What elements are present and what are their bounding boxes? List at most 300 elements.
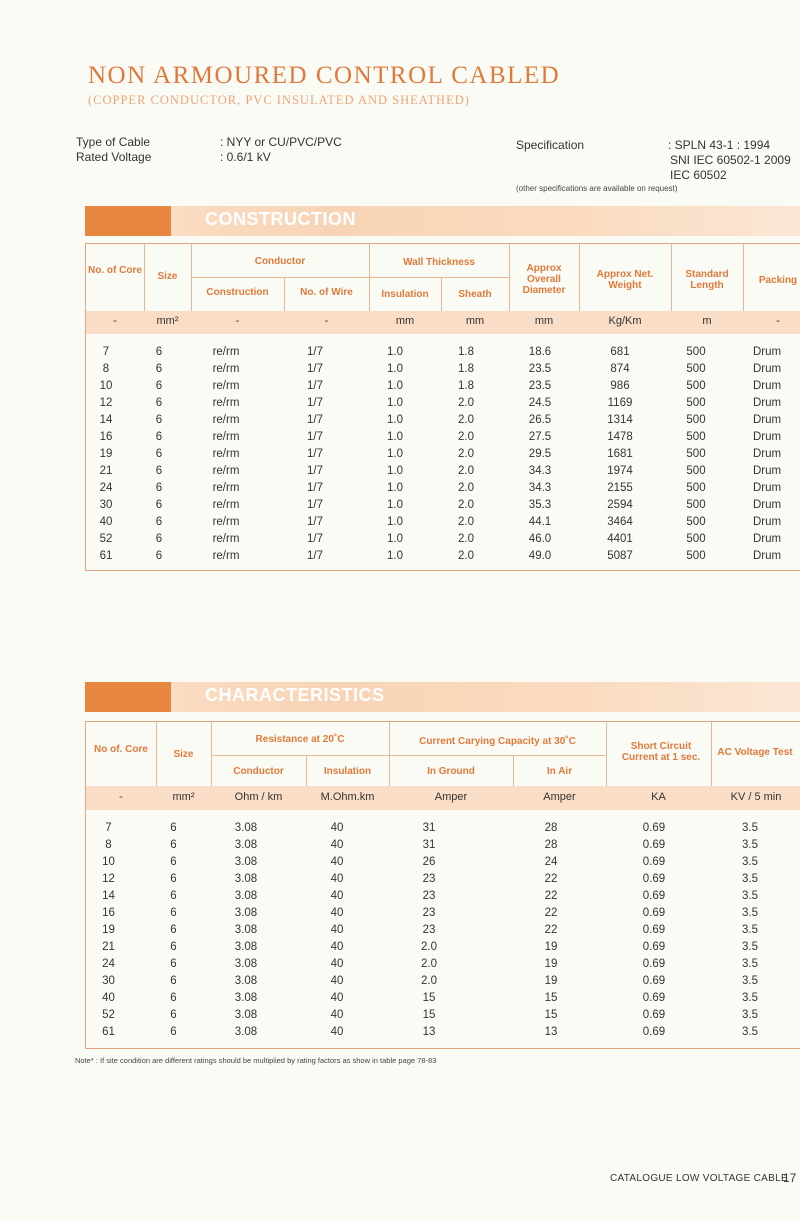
table-cell: 12 xyxy=(99,397,113,409)
table-cell: 3.5 xyxy=(742,856,758,868)
table-cell: 14 xyxy=(102,890,115,902)
table-cell: 0.69 xyxy=(642,822,666,834)
characteristics-units-row xyxy=(86,786,800,810)
table-cell: 0.69 xyxy=(642,907,666,919)
unit-cell: m xyxy=(702,315,712,327)
table-cell: 15 xyxy=(422,1009,436,1021)
table-row xyxy=(86,854,800,871)
table-cell: 52 xyxy=(102,1009,115,1021)
table-cell: 49.0 xyxy=(528,550,552,562)
table-cell: 3.5 xyxy=(742,839,758,851)
table-cell: 6 xyxy=(155,380,163,392)
table-cell: 6 xyxy=(170,992,177,1004)
table-row xyxy=(86,548,800,565)
header-conductor: Conductor xyxy=(254,256,306,267)
table-cell: re/rm xyxy=(212,465,240,477)
table-cell: 1478 xyxy=(607,431,633,443)
table-cell: 500 xyxy=(686,414,706,426)
table-cell: 61 xyxy=(102,1026,115,1038)
table-cell: re/rm xyxy=(212,397,240,409)
table-cell: 23 xyxy=(422,873,436,885)
table-row xyxy=(86,922,800,939)
table-cell: 16 xyxy=(99,431,113,443)
table-cell: re/rm xyxy=(212,380,240,392)
header-insulation: Insulation xyxy=(381,289,429,300)
table-cell: 7 xyxy=(105,822,112,834)
table-cell: 7 xyxy=(102,346,110,358)
table-cell: re/rm xyxy=(212,448,240,460)
rated-voltage-label: Rated Voltage xyxy=(76,150,152,164)
table-cell: 1.0 xyxy=(387,448,403,460)
unit-cell: mm xyxy=(465,315,485,327)
table-cell: 6 xyxy=(170,975,177,987)
table-cell: 3.08 xyxy=(234,907,258,919)
unit-cell: Amper xyxy=(434,791,468,803)
table-cell: 15 xyxy=(422,992,436,1004)
table-cell: Drum xyxy=(752,499,782,511)
table-cell: re/rm xyxy=(212,363,240,375)
table-cell: 0.69 xyxy=(642,941,666,953)
table-cell: 681 xyxy=(610,346,630,358)
table-row xyxy=(86,378,800,395)
table-row xyxy=(86,1007,800,1024)
table-cell: 0.69 xyxy=(642,839,666,851)
table-cell: 40 xyxy=(330,873,344,885)
table-row xyxy=(86,446,800,463)
table-cell: 3.08 xyxy=(234,992,258,1004)
table-row xyxy=(86,395,800,412)
table-cell: 874 xyxy=(610,363,630,375)
table-cell: 3.08 xyxy=(234,856,258,868)
table-cell: 1/7 xyxy=(307,516,323,528)
table-cell: Drum xyxy=(752,346,782,358)
header-in-air: In Air xyxy=(546,766,573,777)
table-cell: 6 xyxy=(170,941,177,953)
table-cell: 24.5 xyxy=(528,397,552,409)
table-cell: 6 xyxy=(155,431,163,443)
table-cell: 40 xyxy=(330,958,344,970)
header-standard-length: Standard Length xyxy=(685,269,729,291)
table-cell: 3.5 xyxy=(742,1009,758,1021)
table-cell: 500 xyxy=(686,431,706,443)
table-cell: 1/7 xyxy=(307,363,323,375)
table-cell: 1.0 xyxy=(387,363,403,375)
table-row xyxy=(86,463,800,480)
table-cell: 1/7 xyxy=(307,482,323,494)
header-sheath: Sheath xyxy=(458,289,492,300)
table-cell: 6 xyxy=(155,482,163,494)
footnote: Note* : If site condition are different ratings should be multiplied by rating factors as show in table page 78-83 xyxy=(75,1056,437,1065)
table-cell: 13 xyxy=(544,1026,558,1038)
table-cell: 6 xyxy=(155,363,163,375)
table-cell: 24 xyxy=(544,856,558,868)
table-row xyxy=(86,429,800,446)
table-cell: 40 xyxy=(102,992,115,1004)
page-subtitle: (COPPER CONDUCTOR, PVC INSULATED AND SHEATHED) xyxy=(88,93,470,107)
table-row xyxy=(86,1024,800,1041)
table-cell: 2.0 xyxy=(458,448,474,460)
table-cell: 0.69 xyxy=(642,873,666,885)
table-cell: 2594 xyxy=(607,499,633,511)
rated-voltage-value: : 0.6/1 kV xyxy=(220,150,271,164)
table-cell: 3.5 xyxy=(742,1026,758,1038)
table-cell: Drum xyxy=(752,550,782,562)
header-in-ground: In Ground xyxy=(427,766,475,777)
table-cell: 500 xyxy=(686,533,706,545)
table-cell: 3.08 xyxy=(234,839,258,851)
table-cell: re/rm xyxy=(212,499,240,511)
table-cell: 3.5 xyxy=(742,992,758,1004)
table-cell: 18.6 xyxy=(528,346,552,358)
header-res-conductor: Conductor xyxy=(233,766,284,777)
table-cell: 0.69 xyxy=(642,924,666,936)
table-cell: 500 xyxy=(686,482,706,494)
table-cell: 1.8 xyxy=(458,363,474,375)
table-row xyxy=(86,412,800,429)
table-cell: 21 xyxy=(102,941,115,953)
unit-cell: KV / 5 min xyxy=(730,791,782,803)
table-cell: 44.1 xyxy=(528,516,552,528)
table-cell: 40 xyxy=(330,839,344,851)
band-accent-tab xyxy=(85,682,171,712)
table-cell: 28 xyxy=(544,822,558,834)
table-cell: 23 xyxy=(422,907,436,919)
header-resistance: Resistance at 20˚C xyxy=(255,734,345,745)
table-cell: 5087 xyxy=(607,550,633,562)
table-cell: 0.69 xyxy=(642,856,666,868)
table-cell: 1/7 xyxy=(307,550,323,562)
table-cell: 6 xyxy=(155,448,163,460)
table-cell: 2.0 xyxy=(458,431,474,443)
table-row xyxy=(86,531,800,548)
table-cell: 3.5 xyxy=(742,975,758,987)
unit-cell: Kg/Km xyxy=(608,315,642,327)
table-cell: 0.69 xyxy=(642,975,666,987)
table-cell: Drum xyxy=(752,363,782,375)
table-cell: Drum xyxy=(752,533,782,545)
table-cell: 1314 xyxy=(607,414,633,426)
table-cell: 23.5 xyxy=(528,380,552,392)
construction-section-band xyxy=(85,206,800,236)
table-cell: 1/7 xyxy=(307,346,323,358)
table-cell: 1.0 xyxy=(387,465,403,477)
table-cell: 3.08 xyxy=(234,924,258,936)
unit-cell: Amper xyxy=(543,791,576,803)
table-cell: 500 xyxy=(686,499,706,511)
type-of-cable-value: : NYY or CU/PVC/PVC xyxy=(220,135,342,149)
band-accent-tab xyxy=(85,206,171,236)
table-cell: 6 xyxy=(170,839,177,851)
header-short-circuit: Short Circuit Current at 1 sec. xyxy=(621,741,701,763)
table-row xyxy=(86,480,800,497)
table-cell: 3.5 xyxy=(742,890,758,902)
table-cell: 1.0 xyxy=(387,414,403,426)
table-cell: 500 xyxy=(686,465,706,477)
specification-line-3: IEC 60502 xyxy=(670,168,727,182)
table-cell: 0.69 xyxy=(642,1009,666,1021)
table-cell: 3.5 xyxy=(742,822,758,834)
table-cell: 40 xyxy=(330,941,344,953)
table-cell: 35.3 xyxy=(528,499,552,511)
table-cell: 500 xyxy=(686,516,706,528)
table-cell: 0.69 xyxy=(642,1026,666,1038)
table-cell: 1.0 xyxy=(387,482,403,494)
table-cell: 6 xyxy=(155,346,163,358)
header-wall-thickness: Wall Thickness xyxy=(403,257,475,268)
table-cell: 6 xyxy=(155,516,163,528)
table-cell: 3.5 xyxy=(742,907,758,919)
table-cell: 3.5 xyxy=(742,958,758,970)
characteristics-section-title: CHARACTERISTICS xyxy=(205,685,385,705)
page-title: NON ARMOURED CONTROL CABLED xyxy=(88,62,561,89)
table-cell: 6 xyxy=(170,1026,177,1038)
table-cell: 6 xyxy=(155,397,163,409)
table-cell: 3.5 xyxy=(742,924,758,936)
table-cell: 2.0 xyxy=(458,550,474,562)
table-cell: re/rm xyxy=(212,346,240,358)
specification-label: Specification xyxy=(516,138,585,152)
table-cell: 4401 xyxy=(607,533,633,545)
table-cell: 3.5 xyxy=(742,873,758,885)
construction-section-title: CONSTRUCTION xyxy=(205,209,356,229)
type-of-cable-label: Type of Cable xyxy=(76,135,151,149)
table-cell: 986 xyxy=(610,380,630,392)
table-cell: 2155 xyxy=(607,482,633,494)
table-cell: 1.0 xyxy=(387,516,403,528)
table-cell: 15 xyxy=(544,1009,558,1021)
table-cell: 21 xyxy=(99,465,113,477)
table-cell: 500 xyxy=(686,380,706,392)
table-row xyxy=(86,905,800,922)
specification-note: (other specifications are available on request) xyxy=(516,184,678,193)
table-cell: 22 xyxy=(544,873,558,885)
page-number: 17 xyxy=(783,1171,797,1185)
table-cell: 3.08 xyxy=(234,1026,258,1038)
table-cell: 19 xyxy=(102,924,115,936)
unit-cell: Ohm / km xyxy=(234,791,283,803)
table-row xyxy=(86,888,800,905)
header-ac-test: AC Voltage Test xyxy=(717,747,793,758)
table-cell: 8 xyxy=(102,363,110,375)
header-capacity: Current Carying Capacity at 30˚C xyxy=(419,736,576,747)
table-cell: 1/7 xyxy=(307,448,323,460)
table-cell: 10 xyxy=(99,380,113,392)
table-cell: re/rm xyxy=(212,414,240,426)
table-cell: 40 xyxy=(99,516,113,528)
header-no-of-core: No of. Core xyxy=(94,744,148,755)
table-cell: 3.08 xyxy=(234,1009,258,1021)
table-cell: 1974 xyxy=(607,465,633,477)
unit-cell: KA xyxy=(651,791,666,803)
table-row xyxy=(86,956,800,973)
table-cell: 6 xyxy=(170,873,177,885)
table-cell: 6 xyxy=(155,465,163,477)
table-cell: 10 xyxy=(102,856,115,868)
table-cell: 24 xyxy=(99,482,113,494)
table-cell: 40 xyxy=(330,822,344,834)
table-cell: 3.08 xyxy=(234,873,258,885)
table-row xyxy=(86,990,800,1007)
unit-cell: mm xyxy=(534,315,554,327)
header-size: Size xyxy=(157,271,178,282)
table-cell: 28 xyxy=(544,839,558,851)
table-cell: 3.08 xyxy=(234,822,258,834)
header-no-of-core: No. of Core xyxy=(88,265,142,276)
table-cell: Drum xyxy=(752,516,782,528)
table-cell: 52 xyxy=(99,533,113,545)
table-row xyxy=(86,514,800,531)
characteristics-section-band xyxy=(85,682,800,712)
table-cell: Drum xyxy=(752,448,782,460)
table-cell: 1.0 xyxy=(387,397,403,409)
table-cell: 1.0 xyxy=(387,431,403,443)
table-cell: Drum xyxy=(752,380,782,392)
table-cell: 13 xyxy=(422,1026,436,1038)
table-cell: 31 xyxy=(422,839,436,851)
table-cell: 6 xyxy=(155,550,163,562)
table-cell: 26.5 xyxy=(528,414,552,426)
table-cell: 500 xyxy=(686,363,706,375)
table-cell: 19 xyxy=(544,958,558,970)
header-res-insulation: Insulation xyxy=(323,766,372,777)
table-cell: 40 xyxy=(330,856,344,868)
table-cell: 2.0 xyxy=(458,499,474,511)
table-cell: 500 xyxy=(686,550,706,562)
table-cell: 2.0 xyxy=(421,958,437,970)
table-cell: 22 xyxy=(544,890,558,902)
unit-cell: - xyxy=(776,315,780,327)
table-cell: 6 xyxy=(155,533,163,545)
table-cell: 1/7 xyxy=(307,533,323,545)
table-cell: 2.0 xyxy=(458,397,474,409)
table-row xyxy=(86,344,800,361)
table-row xyxy=(86,820,800,837)
table-cell: 3.5 xyxy=(742,941,758,953)
unit-cell: mm xyxy=(395,315,415,327)
unit-cell: - xyxy=(119,791,123,803)
table-cell: 1/7 xyxy=(307,431,323,443)
table-cell: 34.3 xyxy=(528,482,552,494)
table-cell: 500 xyxy=(686,448,706,460)
table-cell: 3464 xyxy=(607,516,633,528)
table-cell: 1.0 xyxy=(387,550,403,562)
table-cell: 26 xyxy=(422,856,436,868)
table-cell: 40 xyxy=(330,1009,344,1021)
table-cell: re/rm xyxy=(212,516,240,528)
header-conductor-construction: Construction xyxy=(206,287,269,298)
table-cell: 19 xyxy=(99,448,113,460)
table-cell: 2.0 xyxy=(458,533,474,545)
unit-cell: mm² xyxy=(172,791,195,803)
table-cell: 6 xyxy=(170,890,177,902)
table-cell: 0.69 xyxy=(642,890,666,902)
table-cell: 3.08 xyxy=(234,890,258,902)
table-cell: 1681 xyxy=(607,448,633,460)
table-cell: 3.08 xyxy=(234,941,258,953)
table-cell: 12 xyxy=(102,873,115,885)
table-cell: 19 xyxy=(544,975,558,987)
table-cell: Drum xyxy=(752,397,782,409)
table-cell: re/rm xyxy=(212,482,240,494)
table-cell: re/rm xyxy=(212,533,240,545)
unit-cell: mm² xyxy=(156,315,179,327)
table-cell: 22 xyxy=(544,907,558,919)
header-size: Size xyxy=(173,749,194,760)
table-cell: 8 xyxy=(105,839,112,851)
table-cell: 30 xyxy=(102,975,115,987)
table-cell: 500 xyxy=(686,397,706,409)
table-cell: Drum xyxy=(752,482,782,494)
table-cell: 0.69 xyxy=(642,992,666,1004)
table-row xyxy=(86,973,800,990)
table-cell: 1/7 xyxy=(307,499,323,511)
table-cell: 1/7 xyxy=(307,397,323,409)
characteristics-table xyxy=(85,721,800,1049)
table-cell: 40 xyxy=(330,1026,344,1038)
table-cell: 1169 xyxy=(607,397,633,409)
header-packing: Packing xyxy=(758,275,798,286)
table-cell: 3.08 xyxy=(234,975,258,987)
table-cell: 1.0 xyxy=(387,499,403,511)
table-cell: re/rm xyxy=(212,550,240,562)
table-cell: 2.0 xyxy=(458,482,474,494)
table-cell: 6 xyxy=(155,414,163,426)
table-row xyxy=(86,837,800,854)
table-cell: 15 xyxy=(544,992,558,1004)
table-cell: 46.0 xyxy=(528,533,552,545)
table-cell: 1.0 xyxy=(387,346,403,358)
header-no-of-wire: No. of Wire xyxy=(300,287,353,298)
table-cell: 1.0 xyxy=(387,533,403,545)
table-cell: 24 xyxy=(102,958,115,970)
table-cell: 1.8 xyxy=(458,346,474,358)
table-row xyxy=(86,871,800,888)
table-cell: Drum xyxy=(752,465,782,477)
table-cell: 6 xyxy=(155,499,163,511)
unit-cell: - xyxy=(113,315,117,327)
table-cell: 6 xyxy=(170,856,177,868)
header-overall-diameter: Approx Overall Diameter xyxy=(522,263,566,296)
specification-line-2: SNI IEC 60502-1 2009 xyxy=(670,153,791,167)
table-cell: 31 xyxy=(422,822,436,834)
header-net-weight: Approx Net. Weight xyxy=(596,269,654,291)
specification-line-1: : SPLN 43-1 : 1994 xyxy=(668,138,771,152)
table-cell: 16 xyxy=(102,907,115,919)
table-cell: 1/7 xyxy=(307,465,323,477)
table-cell: 1.0 xyxy=(387,380,403,392)
unit-cell: M.Ohm.km xyxy=(320,791,375,803)
table-cell: 3.08 xyxy=(234,958,258,970)
table-cell: 2.0 xyxy=(458,516,474,528)
table-row xyxy=(86,361,800,378)
table-cell: 23 xyxy=(422,924,436,936)
table-cell: 22 xyxy=(544,924,558,936)
table-cell: 40 xyxy=(330,907,344,919)
table-cell: 2.0 xyxy=(458,465,474,477)
table-cell: 23 xyxy=(422,890,436,902)
table-cell: 40 xyxy=(330,924,344,936)
table-cell: 34.3 xyxy=(528,465,552,477)
table-cell: 30 xyxy=(99,499,113,511)
table-cell: re/rm xyxy=(212,431,240,443)
table-cell: 0.69 xyxy=(642,958,666,970)
table-cell: 14 xyxy=(99,414,113,426)
table-cell: 29.5 xyxy=(528,448,552,460)
table-cell: 19 xyxy=(544,941,558,953)
construction-table xyxy=(85,243,800,571)
table-cell: 2.0 xyxy=(421,941,437,953)
table-cell: Drum xyxy=(752,431,782,443)
